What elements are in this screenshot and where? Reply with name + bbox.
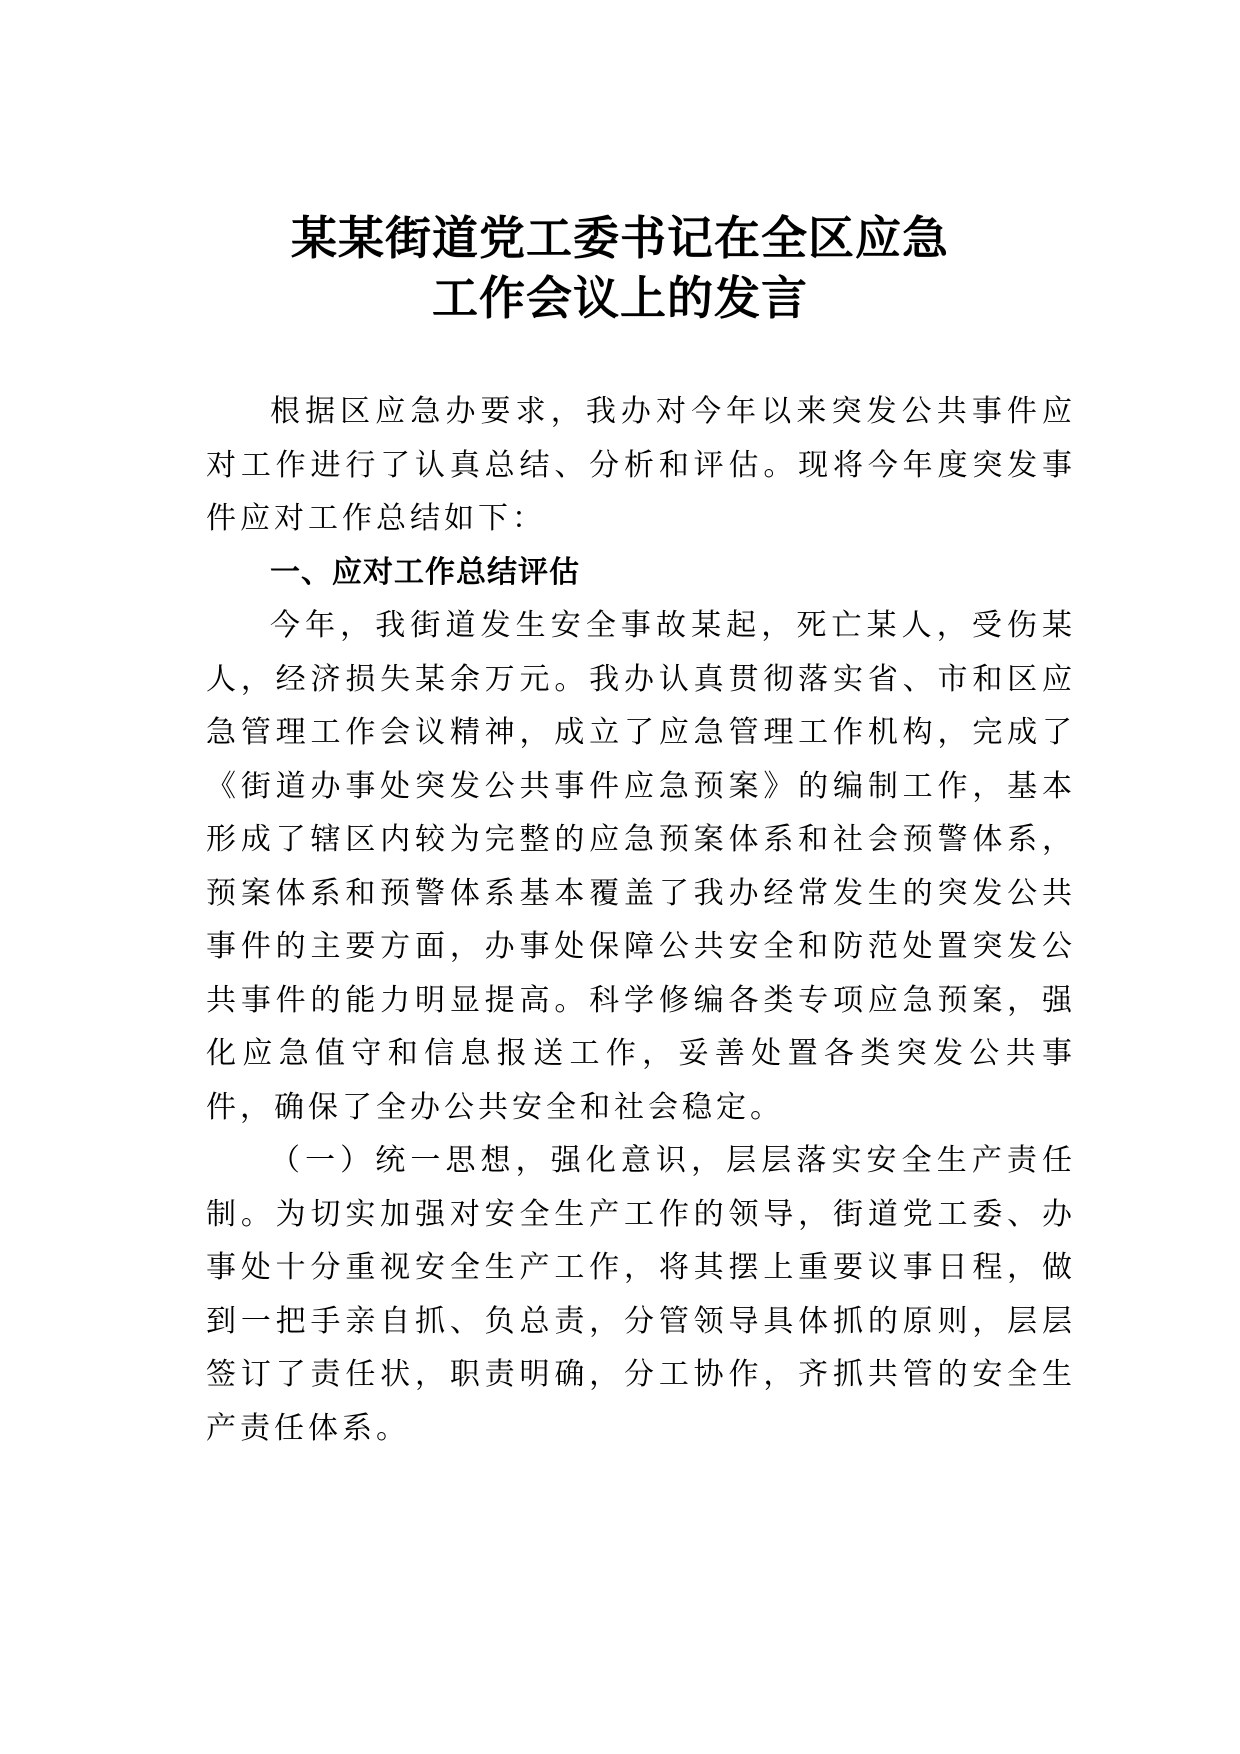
document-title <box>0 208 1240 328</box>
intro-paragraph: 根据区应急办要求，我办对今年以来突发公共事件应对工作进行了认真总结、分析和评估。现将今年度突发事件应对工作总结如下： <box>206 394 1076 536</box>
subsection-paragraph: （一）统一思想，强化意识，层层落实安全生产责任制。为切实加强对安全生产工作的领导，街道党工委、办事处十分重视安全生产工作，将其摆上重要议事日程，做到一把手亲自抓、负总责，分管领导具体抓的原则，层层签订了责任状，职责明确，分工协作，齐抓共管的安全生产责任体系。 <box>206 1143 1076 1446</box>
section-heading: 一、应对工作总结评估 <box>270 554 580 590</box>
document-body <box>206 385 1076 1455</box>
title-line-2: 工作会议上的发言 <box>432 271 808 325</box>
section-paragraph: 今年，我街道发生安全事故某起，死亡某人，受伤某人，经济损失某余万元。我办认真贯彻落实省、市和区应急管理工作会议精神，成立了应急管理工作机构，完成了《街道办事处突发公共事件应急预案》的编制工作，基本形成了辖区内较为完整的应急预案体系和社会预警体系，预案体系和预警体系基本覆盖了我办经常发生的突发公共事件的主要方面，办事处保障公共安全和防范处置突发公共事件的能力明显提高。科学修编各类专项应急预案，强化应急值守和信息报送工作，妥善处置各类突发公共事件，确保了全办公共安全和社会稳定。 <box>206 608 1076 1125</box>
title-line-1: 某某街道党工委书记在全区应急 <box>291 211 949 265</box>
